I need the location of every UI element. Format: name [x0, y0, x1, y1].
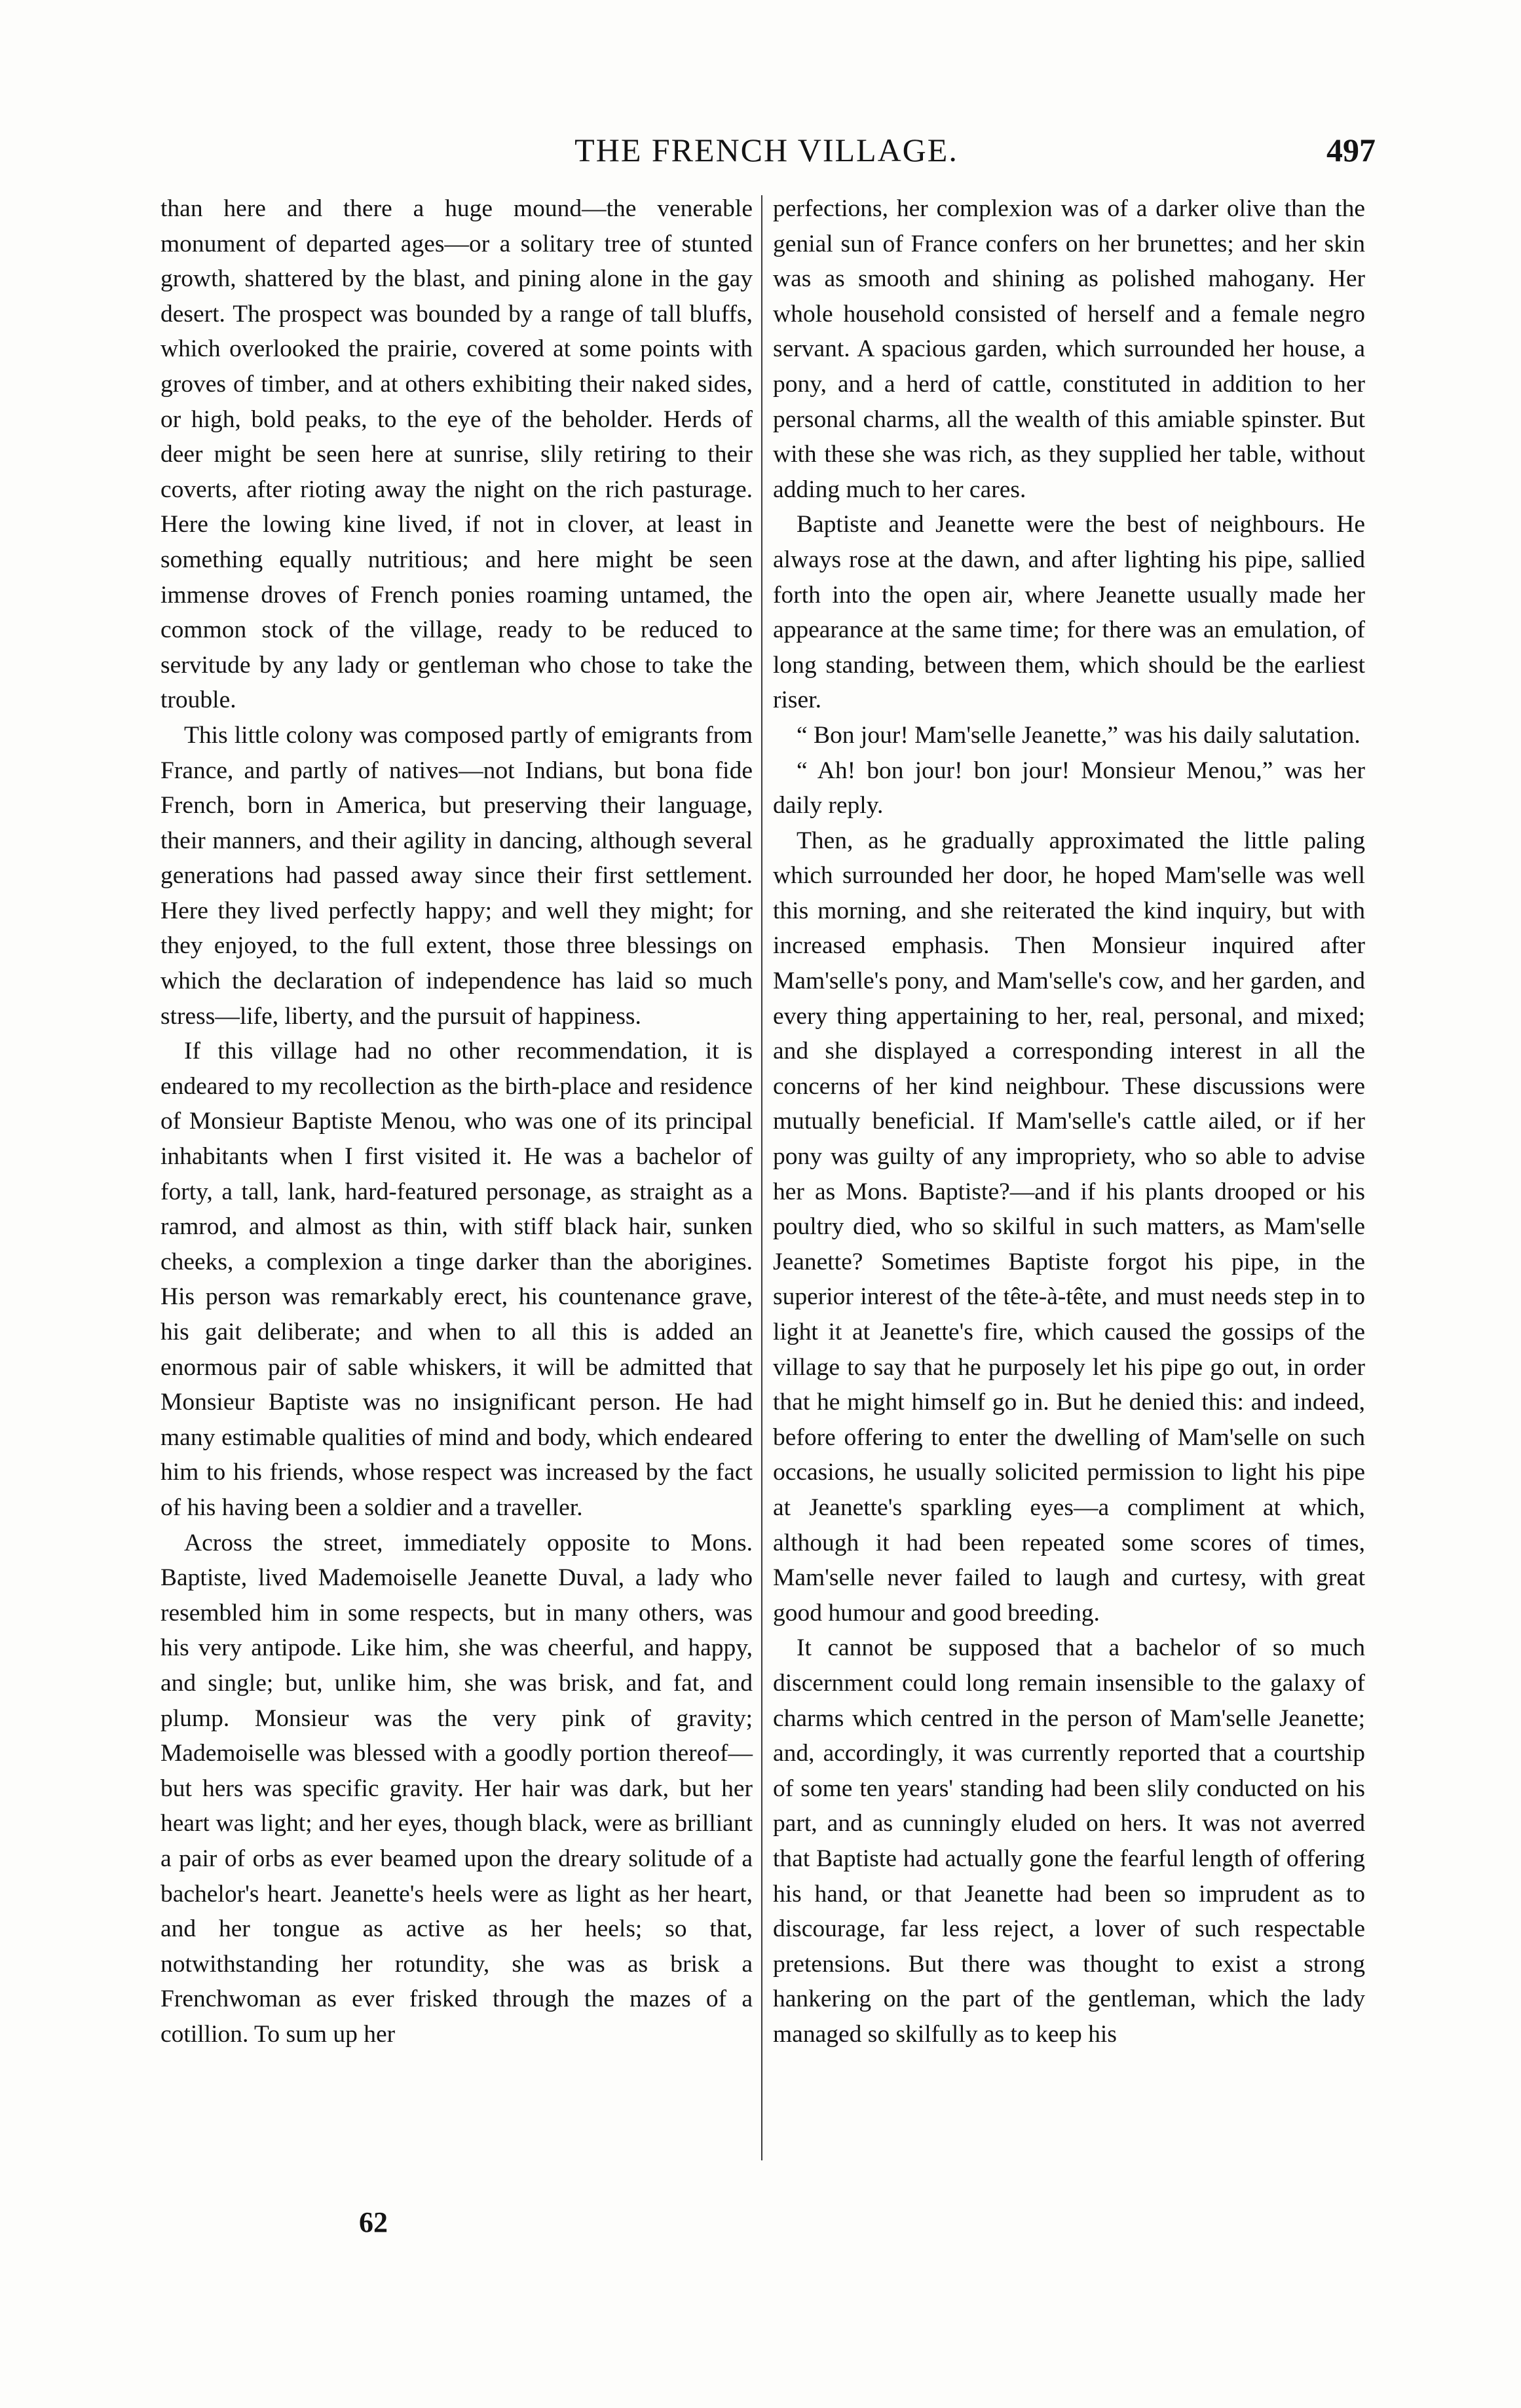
- paragraph: This little colony was composed partly of emigrants from France, and partly of natives—not Indians, but bona fide French, born in America, but preserving their language, their manners, and their agility in dancing, although several generations had passed away since their first settlement. Here they lived perfectly happy; and well they might; for they enjoyed, to the full extent, those three blessings on which the declaration of independence has laid so much stress—life, liberty, and the pursuit of happiness.: [160, 721, 753, 1030]
- paragraph: than here and there a huge mound—the venerable monument of departed ages—or a solitary tree of stunted growth, shattered by the blast, and pining alone in the gay desert. The prospect was bounded by a range of tall bluffs, which overlooked the prairie, covered at some points with groves of timber, and at others exhibiting their naked sides, or high, bold peaks, to the eye of the beholder. Herds of deer might be seen here at sunrise, slily retiring to their coverts, after rioting away the night on the rich pasturage. Here the lowing kine lived, if not in clover, at least in something equally nutritious; and here might be seen immense droves of French ponies roaming untamed, the common stock of the village, ready to be reduced to servitude by any lady or gentleman who chose to take the trouble.: [160, 195, 753, 714]
- page-number: 497: [1326, 132, 1376, 168]
- paragraph: perfections, her complexion was of a darker olive than the genial sun of France confers on her brunettes; and her skin was as smooth and shining as polished mahogany. Her whole household consisted of herself and a female negro servant. A spacious garden, which surrounded her house, a pony, and a herd of cattle, constituted in addition to her personal charms, all the wealth of this amiable spinster. But with these she was rich, as they supplied her table, without adding much to her cares.: [773, 195, 1365, 503]
- running-head: [157, 131, 1376, 183]
- signature-mark: 62: [359, 2206, 388, 2238]
- column-rule: [761, 195, 762, 2160]
- right-column: [773, 191, 1365, 2052]
- left-column: [160, 191, 753, 2052]
- paragraph: If this village had no other recommendation, it is endeared to my recollection as the birth-place and residence of Monsieur Baptiste Menou, who was one of its principal inhabitants when I first visited it. He was a bachelor of forty, a tall, lank, hard-featured personage, as straight as a ramrod, and almost as thin, with stiff black hair, sunken cheeks, a complexion a tinge darker than the aborigines. His person was remarkably erect, his countenance grave, his gait deliberate; and when to all this is added an enormous pair of sable whiskers, it will be admitted that Monsieur Baptiste was no insignificant person. He had many estimable qualities of mind and body, which endeared him to his friends, whose respect was increased by the fact of his having been a soldier and a traveller.: [160, 1038, 753, 1521]
- paragraph: Across the street, immediately opposite to Mons. Baptiste, lived Mademoiselle Jeanette Duval, a lady who resembled him in some respects, but in many others, was his very antipode. Like him, she was cheerful, and happy, and single; but, unlike him, she was brisk, and fat, and plump. Monsieur was the very pink of gravity; Mademoiselle was blessed with a goodly portion thereof—but hers was specific gravity. Her hair was dark, but her heart was light; and her eyes, though black, were as brilliant a pair of orbs as ever beamed upon the dreary solitude of a bachelor's heart. Jeanette's heels were as light as her heart, and her tongue as active as her heels; so that, notwithstanding her rotundity, she was as brisk a Frenchwoman as ever frisked through the mazes of a cotillion. To sum up her: [160, 1529, 753, 2048]
- paragraph: “ Bon jour! Mam'selle Jeanette,” was his daily salutation.: [797, 721, 1361, 749]
- paragraph: Baptiste and Jeanette were the best of neighbours. He always rose at the dawn, and after lighting his pipe, sallied forth into the open air, where Jeanette usually made her appearance at the same time; for there was an emulation, of long standing, between them, which should be the earliest riser.: [773, 511, 1365, 714]
- paragraph: Then, as he gradually approximated the little paling which surrounded her door, he hoped Mam'selle was well this morning, and she reiterated the kind inquiry, but with increased emphasis. Then Monsieur inquired after Mam'selle's pony, and Mam'selle's cow, and her garden, and every thing appertaining to her, real, personal, and mixed; and she displayed a corresponding interest in all the concerns of her kind neighbour. These discussions were mutually beneficial. If Mam'selle's cattle ailed, or if her pony was guilty of any impropriety, who so able to advise her as Mons. Baptiste?—and if his plants drooped or his poultry died, who so skilful in such matters, as Mam'selle Jeanette? Sometimes Baptiste forgot his pipe, in the superior interest of the tête-à-tête, and must needs step in to light it at Jeanette's fire, which caused the gossips of the village to say that he purposely let his pipe go out, in order that he might himself go in. But he denied this: and indeed, before offering to enter the dwelling of Mam'selle on such occasions, he usually solicited permission to light his pipe at Jeanette's sparkling eyes—a compliment at which, although it had been repeated some scores of times, Mam'selle never failed to laugh and curtesy, with great good humour and good breeding.: [773, 827, 1365, 1627]
- running-title: THE FRENCH VILLAGE.: [574, 132, 958, 168]
- paragraph: “ Ah! bon jour! bon jour! Monsieur Menou,” was her daily reply.: [773, 757, 1365, 819]
- paragraph: It cannot be supposed that a bachelor of so much discernment could long remain insensible to the galaxy of charms which centred in the person of Mam'selle Jeanette; and, accordingly, it was currently reported that a courtship of some ten years' standing had been slily conducted on his part, and as cunningly eluded on hers. It was not averred that Baptiste had actually gone the fearful length of offering his hand, or that Jeanette had been so imprudent as to discourage, far less reject, a lover of such respectable pretensions. But there was thought to exist a strong hankering on the part of the gentleman, which the lady managed so skilfully as to keep his: [773, 1634, 1365, 2048]
